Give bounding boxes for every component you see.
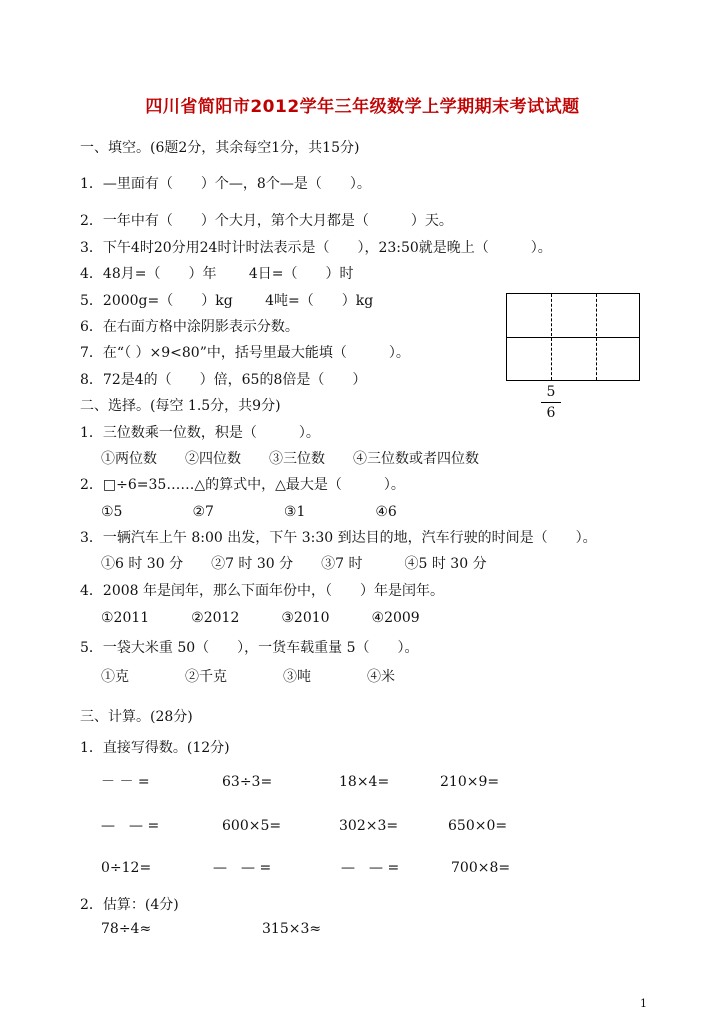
page-number: 1 bbox=[640, 997, 647, 1010]
s1-question-4: 4．48月=（ ）年 4日=（ ）时 bbox=[80, 266, 354, 282]
s1-question-1: 1．—里面有（ ）个—，8个—是（ ）。 bbox=[80, 176, 371, 192]
calc-item: 700×8= bbox=[451, 860, 511, 876]
s2-question-2-options: ①5 ②7 ③1 ④6 bbox=[101, 504, 397, 520]
s2-question-1: 1．三位数乘一位数，积是（ ）。 bbox=[80, 425, 320, 441]
page-title: 四川省简阳市2012学年三年级数学上学期期末考试试题 bbox=[145, 97, 580, 117]
fraction-denominator: 6 bbox=[546, 405, 556, 421]
s1-question-6: 6．在右面方格中涂阴影表示分数。 bbox=[80, 319, 299, 335]
s1-question-5: 5．2000g=（ ）kg 4吨=（ ）kg bbox=[80, 293, 374, 309]
s1-question-8: 8．72是4的（ ）倍，65的8倍是（ ） bbox=[80, 372, 367, 388]
s2-question-3-options: ①6 时 30 分 ②7 时 30 分 ③7 时 ④5 时 30 分 bbox=[101, 556, 487, 572]
s3-subheader-2: 2．估算：(4分) bbox=[80, 897, 179, 913]
calc-item: 63÷3= bbox=[222, 774, 273, 790]
section3-header: 三、计算。(28分) bbox=[80, 709, 193, 725]
fraction-label bbox=[541, 384, 561, 421]
fraction-numerator: 5 bbox=[546, 384, 556, 400]
grid-divider bbox=[507, 337, 639, 338]
calc-item: — — = bbox=[213, 860, 272, 876]
fraction-bar bbox=[541, 402, 561, 403]
calc-item: 600×5= bbox=[222, 818, 282, 834]
calc-item: — — = bbox=[101, 818, 160, 834]
calc-item: 18×4= bbox=[339, 774, 390, 790]
s1-question-7: 7．在“（ ）×9<80”中，括号里最大能填（ ）。 bbox=[80, 345, 410, 361]
s3-subheader-1: 1．直接写得数。(12分) bbox=[80, 740, 230, 756]
s2-question-3: 3．一辆汽车上午 8:00 出发，下午 3:30 到达目的地，汽车行驶的时间是（ ）。 bbox=[80, 530, 597, 546]
fraction-grid bbox=[506, 293, 640, 381]
s2-question-5-options: ①克 ②千克 ③吨 ④米 bbox=[101, 669, 395, 685]
section2-header: 二、选择。(每空 1.5分，共9分) bbox=[80, 398, 281, 414]
calc-item: 210×9= bbox=[440, 774, 500, 790]
s1-question-2: 2．一年中有（ ）个大月，第个大月都是（ ）天。 bbox=[80, 213, 453, 229]
calc-item: 650×0= bbox=[448, 818, 508, 834]
s2-question-4: 4．2008 年是闰年，那么下面年份中，（ ）年是闰年。 bbox=[80, 583, 444, 599]
calc-item: — — = bbox=[341, 860, 400, 876]
s2-question-1-options: ①两位数 ②四位数 ③三位数 ④三位数或者四位数 bbox=[101, 451, 479, 467]
calc-item: 302×3= bbox=[339, 818, 399, 834]
calc-item: － － = bbox=[101, 774, 150, 790]
calc-item: 0÷12= bbox=[101, 860, 152, 876]
s2-question-4-options: ①2011 ②2012 ③2010 ④2009 bbox=[101, 610, 420, 626]
estimate-item: 78÷4≈ bbox=[101, 921, 152, 937]
estimate-item: 315×3≈ bbox=[262, 921, 322, 937]
s2-question-5: 5．一袋大米重 50（ ），一货车载重量 5（ ）。 bbox=[80, 640, 419, 656]
s2-question-2: 2．□÷6=35……△的算式中，△最大是（ ）。 bbox=[80, 477, 405, 493]
section1-header: 一、填空。(6题2分，其余每空1分，共15分) bbox=[80, 140, 360, 156]
s1-question-3: 3．下午4时20分用24时计时法表示是（ ），23:50就是晚上（ ）。 bbox=[80, 240, 552, 256]
